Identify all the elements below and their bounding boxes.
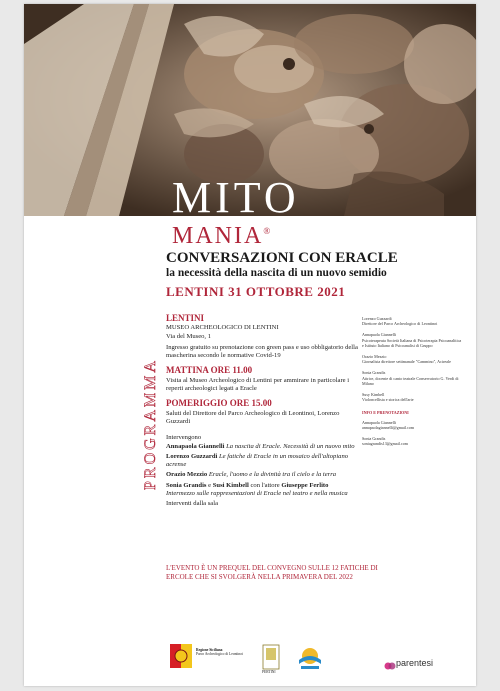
title-mito: MITO: [172, 173, 300, 222]
contact-entry: [362, 420, 462, 430]
program-column: [166, 314, 358, 515]
contact-name: Annapaola Giannelli: [362, 419, 396, 425]
closing-text: Interventi dalla sala: [166, 500, 218, 508]
event-subtitle: CONVERSAZIONI CON ERACLE: [166, 250, 398, 266]
talk-speaker: Lorenzo Guzzardi: [166, 452, 218, 460]
speaker-name: Lorenzo Guzzardi: [362, 316, 392, 321]
speaker-entry: [362, 354, 462, 364]
speaker-entry: [362, 392, 462, 402]
section-title-mattina: MATTINA ORE 11.00: [166, 365, 253, 376]
speaker-entry: [362, 316, 462, 326]
speaker-role: Psicoterapeuta Società Italiana di Psicoterapia Psicoanalitica e Istituto Italiano di Psicoanalisi di Gruppo: [362, 337, 462, 348]
talk-title: La nascita di Eracle. Necessità di un nuovo mito: [226, 442, 355, 450]
event-tagline: la necessità della nascita di un nuovo semidio: [166, 267, 387, 279]
speaker-name: Annapaola Giannelli: [362, 332, 396, 338]
speaker-name: Sonia Grandis: [362, 370, 386, 376]
joiner-text: e: [206, 481, 213, 489]
section-title-pomeriggio: POMERIGGIO ORE 15.00: [166, 398, 272, 409]
talk-speaker: Sonia Grandis: [166, 481, 207, 489]
mattina-text: Visita al Museo Archeologico di Lentini per ammirare in particolare i reperti archeologici legati a Eracle: [166, 376, 350, 393]
region-text: [196, 648, 246, 656]
contact-email[interactable]: soniagrandis13@gmail.com: [362, 441, 408, 447]
speaker-role: Violoncellista e storica dell'arte: [362, 397, 414, 403]
prequel-announcement: L'EVENTO È UN PREQUEL DEL CONVEGNO SULLE 12 FATICHE DI ERCOLE CHE SI SVOLGERÀ NELLA PRIMAVERA DEL 2022: [166, 564, 378, 581]
entry-notice: Ingresso gratuito su prenotazione con green pass e uso obbligatorio della mascherina secondo le normative Covid-19: [166, 343, 358, 360]
contact-email[interactable]: annapaolagiannelli@gmail.com: [362, 424, 415, 430]
partner-logo-wave: [297, 646, 323, 675]
venue-address: Via del Museo, 1: [166, 332, 212, 340]
talk-title: Le fatiche di Eracle in un mosaico dell'altopiano acrense: [166, 452, 349, 469]
with-text: con l'attore: [248, 481, 282, 489]
venue-name: MUSEO ARCHEOLOGICO DI LENTINI: [166, 324, 279, 332]
talk-speaker: Orazio Mezzio: [166, 471, 208, 479]
section-mattina: [166, 366, 358, 393]
talk-item: [166, 471, 358, 479]
title-mania-text: MANIA: [172, 223, 264, 249]
speaker-entry: [362, 332, 462, 348]
region-name: Regione Siciliana: [196, 648, 223, 652]
talk-item-final: [166, 482, 358, 499]
talk-speaker: Annapaola Giannelli: [166, 442, 225, 450]
speaker-role: Attrice, docente di canto teatrale Conservatorio G. Verdi di Milano: [362, 375, 459, 386]
intervengono-label: Intervengono: [166, 434, 202, 442]
contact-entry: [362, 436, 462, 446]
section-pomeriggio: [166, 399, 358, 508]
parentesi-logo-text: parentesi: [396, 658, 434, 668]
event-date: LENTINI 31 OTTOBRE 2021: [166, 284, 346, 299]
title-mania: [172, 218, 272, 249]
talk-item: [166, 453, 358, 470]
speaker-name: Susy Kimbell: [362, 392, 385, 398]
speaker-role: Direttore del Parco Archeologico di Leontinoi: [362, 321, 438, 327]
actor-name: Giuseppe Ferlito: [281, 481, 329, 489]
contact-name: Sonia Grandis: [362, 436, 386, 442]
parentesi-logo-mark: [384, 658, 396, 676]
speaker-entry: [362, 370, 462, 386]
pertini-label: PERTINI: [262, 670, 276, 674]
speaker-name: Orazio Mezzio: [362, 354, 387, 360]
speakers-column: [362, 316, 462, 452]
talk-title: Eracle, l'uomo e la divinità tra il cielo e la terra: [208, 471, 337, 479]
pomeriggio-greeting: Saluti del Direttore del Parco Archeologico di Leontinoi, Lorenzo Guzzardi: [166, 409, 340, 425]
programma-vertical-label: [129, 322, 169, 492]
talk-item: [166, 443, 358, 451]
registered-mark: ®: [263, 226, 273, 236]
section-title-lentini: LENTINI: [166, 313, 205, 323]
event-poster: [24, 4, 476, 686]
park-name: Parco Archeologico di Leontinoi: [196, 652, 244, 657]
info-title: INFO E PRENOTAZIONI: [362, 410, 409, 416]
pertini-logo: [262, 644, 280, 675]
speaker-role: Giornalista direttore settimanale "Cammino", Acireale: [362, 359, 451, 365]
programma-text: PROGRAMMA: [142, 358, 159, 490]
section-lentini: [166, 314, 358, 360]
talk-title: Intermezzo sulle rappresentazioni di Eracle nel teatro e nella musica: [166, 490, 348, 498]
regione-siciliana-logo: [170, 644, 192, 673]
talk-speaker-2: Susi Kimbell: [212, 481, 249, 489]
